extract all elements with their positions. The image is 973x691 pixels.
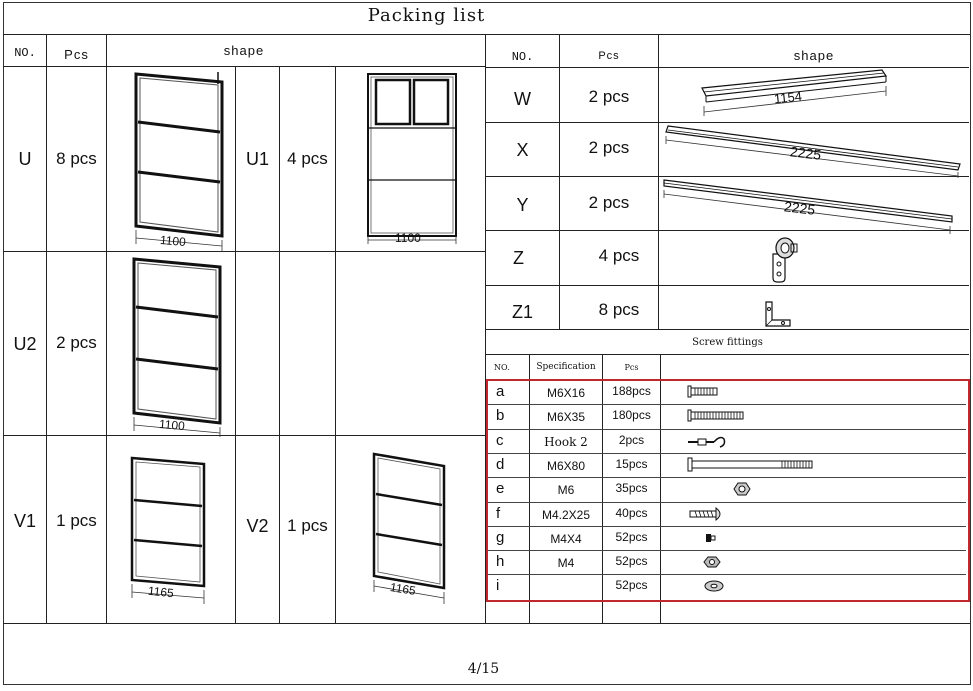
screw-spec: M4X4: [550, 532, 582, 546]
item-pcs-x: 2 pcs: [588, 138, 630, 157]
page-number: 4/15: [467, 661, 500, 677]
screw-pcs: 2pcs: [618, 433, 645, 447]
right-header-shape: shape: [793, 48, 835, 63]
screw-pcs: 15pcs: [615, 457, 648, 471]
screw-spec: Hook 2: [544, 435, 588, 449]
item-no-w: W: [514, 89, 531, 109]
panel-u-drawing: [128, 70, 228, 250]
left-header-pcs: Pcs: [64, 47, 89, 62]
item-pcs-v1: 1 pcs: [56, 511, 97, 530]
title-divider: [3, 34, 970, 35]
item-pcs-w: 2 pcs: [588, 87, 630, 106]
screw-spec: M4: [557, 556, 575, 570]
screw-no: b: [496, 407, 505, 424]
screw-no: d: [496, 456, 505, 473]
item-pcs-u2: 2 pcs: [56, 333, 97, 352]
item-no-v2: V2: [246, 516, 269, 536]
screw-pcs: 52pcs: [615, 530, 648, 544]
item-no-x: X: [516, 140, 529, 160]
left-header-shape: shape: [223, 43, 265, 58]
left-header-no: NO.: [14, 46, 36, 60]
screw-no: e: [496, 480, 505, 497]
panel-u-dimension: 1100: [159, 232, 187, 250]
screw-spec: M6X35: [546, 410, 586, 424]
right-header-no: NO.: [511, 50, 534, 64]
item-pcs-z1: 8 pcs: [598, 300, 640, 319]
screw-no: f: [496, 505, 501, 522]
screw-pcs: 188pcs: [612, 384, 651, 398]
screw-no: g: [496, 529, 505, 546]
item-no-u2: U2: [13, 334, 37, 354]
screw-header-pcs: Pcs: [624, 363, 639, 372]
rail-y-dimension: 2225: [783, 198, 817, 218]
panel-u2-dimension: 1100: [158, 416, 186, 434]
right-header-pcs: Pcs: [598, 50, 620, 62]
rail-x-dimension: 2225: [789, 143, 823, 163]
item-pcs-u1: 4 pcs: [287, 149, 328, 168]
roller-bracket-icon: [765, 236, 801, 284]
item-pcs-y: 2 pcs: [588, 193, 630, 212]
item-no-u: U: [18, 149, 32, 169]
item-pcs-z: 4 pcs: [598, 246, 640, 265]
panel-u2-drawing: [127, 255, 227, 435]
screw-no: a: [496, 383, 505, 400]
screw-spec: M6: [557, 483, 575, 497]
screw-pcs: 52pcs: [615, 578, 648, 592]
panel-u1-dimension: 1100: [395, 231, 421, 245]
screw-header-spec: Specification: [536, 362, 596, 372]
item-no-y: Y: [516, 195, 529, 215]
screw-no: h: [496, 553, 505, 570]
screw-no: c: [496, 432, 504, 449]
panel-v1-dimension: 1165: [147, 583, 175, 601]
screw-pcs: 35pcs: [615, 481, 648, 495]
item-no-v1: V1: [13, 511, 37, 531]
screw-fittings-title: Screw fittings: [692, 337, 763, 348]
panel-v1-drawing: [126, 456, 216, 606]
screw-spec: M6X80: [546, 459, 586, 473]
item-no-z1: Z1: [511, 302, 533, 322]
panel-u1-drawing: [362, 72, 462, 250]
screw-spec: M6X16: [546, 386, 586, 400]
item-no-z: Z: [513, 248, 524, 268]
angle-bracket-icon: [762, 300, 794, 330]
screw-header-no: NO.: [494, 363, 510, 372]
screw-pcs: 180pcs: [612, 408, 651, 422]
rail-w-dimension: 1154: [773, 88, 803, 107]
page-title: Packing list: [367, 5, 486, 26]
panel-v2-drawing: [368, 452, 458, 604]
screw-no: i: [496, 577, 500, 594]
screw-pcs: 40pcs: [615, 506, 648, 520]
item-pcs-v2: 1 pcs: [287, 516, 328, 535]
panel-v2-dimension: 1165: [389, 580, 417, 598]
item-no-u1: U1: [245, 149, 269, 169]
screw-pcs: 52pcs: [615, 554, 648, 568]
screw-spec: M4.2X25: [541, 508, 591, 522]
bottom-divider: [3, 623, 970, 624]
item-pcs-u: 8 pcs: [56, 149, 97, 168]
highlight-box: [486, 379, 970, 602]
